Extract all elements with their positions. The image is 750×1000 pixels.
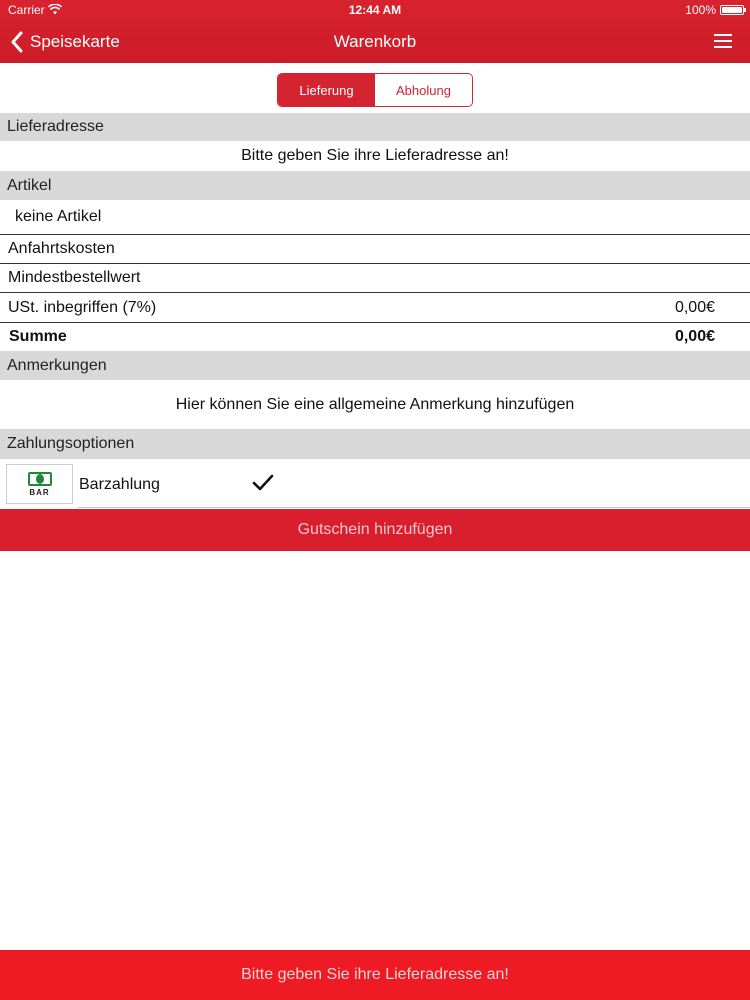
section-header-payment: Zahlungsoptionen bbox=[0, 429, 750, 459]
banknote-icon bbox=[28, 472, 52, 486]
enter-address-button[interactable]: Bitte geben Sie ihre Lieferadresse an! bbox=[0, 950, 750, 1000]
remarks-prompt[interactable]: Hier können Sie eine allgemeine Anmerkung hinzufügen bbox=[0, 380, 750, 429]
checkmark-icon bbox=[252, 474, 274, 492]
status-time: 12:44 AM bbox=[348, 3, 402, 17]
total-value: 0,00€ bbox=[674, 328, 715, 345]
articles-empty-label: keine Artikel bbox=[0, 200, 750, 234]
section-header-delivery-address: Lieferadresse bbox=[0, 113, 750, 141]
cash-logo-text: BAR bbox=[29, 488, 50, 497]
total-label: Summe bbox=[9, 328, 67, 345]
delivery-address-prompt[interactable]: Bitte geben Sie ihre Lieferadresse an! bbox=[0, 141, 750, 171]
total-row bbox=[0, 323, 750, 351]
vat-label: USt. inbegriffen (7%) bbox=[8, 298, 157, 316]
payment-option-label: Barzahlung bbox=[79, 476, 160, 493]
chevron-left-icon bbox=[10, 31, 24, 53]
delivery-mode-segment bbox=[277, 73, 473, 107]
divider bbox=[78, 507, 750, 508]
min-order-label: Mindestbestellwert bbox=[8, 269, 141, 286]
segment-pickup[interactable]: Abholung bbox=[375, 74, 472, 106]
payment-option-cash[interactable] bbox=[0, 459, 750, 509]
navigation-bar bbox=[0, 0, 750, 63]
travel-cost-label: Anfahrtskosten bbox=[8, 240, 115, 257]
menu-icon[interactable] bbox=[714, 33, 732, 49]
back-button-label: Speisekarte bbox=[30, 32, 120, 51]
vat-value: 0,00€ bbox=[674, 298, 715, 316]
back-button[interactable] bbox=[10, 30, 120, 54]
delivery-mode-bar bbox=[0, 63, 750, 113]
add-voucher-button[interactable]: Gutschein hinzufügen bbox=[0, 509, 750, 551]
carrier-label: Carrier bbox=[8, 3, 45, 17]
battery-icon bbox=[720, 5, 744, 15]
battery-percent: 100% bbox=[685, 3, 716, 17]
section-header-articles: Artikel bbox=[0, 171, 750, 200]
status-bar bbox=[0, 0, 750, 20]
page-title: Warenkorb bbox=[333, 32, 417, 51]
travel-cost-row bbox=[0, 235, 750, 263]
section-header-remarks: Anmerkungen bbox=[0, 351, 750, 380]
min-order-row bbox=[0, 264, 750, 292]
segment-delivery[interactable]: Lieferung bbox=[278, 74, 375, 106]
cash-logo-icon bbox=[6, 464, 73, 504]
vat-row bbox=[0, 293, 750, 322]
